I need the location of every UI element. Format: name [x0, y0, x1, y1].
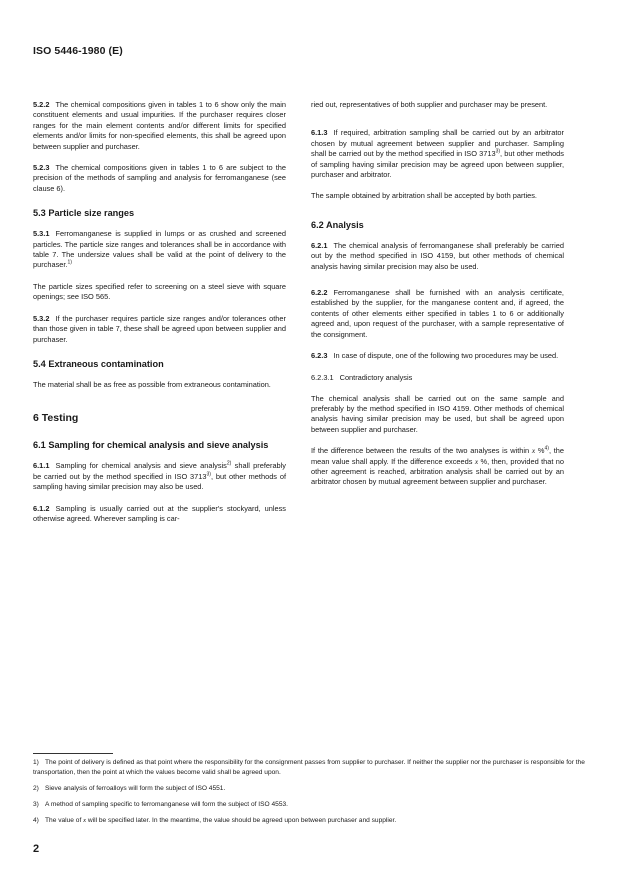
paragraph-6-1-2 [33, 504, 286, 525]
left-column [33, 100, 286, 535]
paragraph-5-2-2 [33, 100, 286, 152]
footnote-ref: 4) [544, 445, 549, 452]
heading-6: 6 Testing [33, 412, 79, 425]
paragraph-text: The chemical analysis of ferromanganese shall preferably be carried out by the method specified in ISO 4159, but other methods of chemical analysis having similar precision may also be used. [311, 240, 564, 271]
footnote-mark: 1) [33, 759, 39, 766]
heading-6-1: 6.1 Sampling for chemical analysis and sieve analysis [33, 440, 269, 451]
paragraph-6-2-3-1-b [311, 446, 564, 488]
clause-number: 6.1.2 [33, 503, 50, 513]
paragraph-text: If the difference between the results of the two analyses is within [311, 446, 532, 456]
footnote-ref: 3) [206, 471, 211, 478]
paragraph-5-4: The material shall be as free as possible from extraneous contamination. [33, 379, 271, 389]
clause-number: 6.2.2 [311, 288, 328, 298]
paragraph-6-1-1 [33, 461, 286, 492]
footnote-4 [33, 816, 589, 826]
paragraph-5-3-1 [33, 229, 286, 271]
paragraph-text: , but other methods of sampling having similar precision may be agreed upon between supplier, purchaser and arbitrator. [311, 149, 564, 180]
footnote-ref: 2) [226, 460, 232, 467]
paragraph-5-3-1-b: The particle sizes specified refer to screening on a steel sieve with square openings; see ISO 565. [33, 281, 286, 302]
paragraph-text: Ferromanganese shall be furnished with an analysis certificate, established by the supplier, for the manganese content and, if agreed, the contents of other elements either specified in tables 1 to 6 or additionally agreed and, upon request of the purchaser, with a sample representative of the consignment. [311, 288, 564, 339]
footnote-3 [33, 800, 589, 810]
right-column [311, 100, 564, 499]
clause-number: 6.1.3 [311, 128, 328, 138]
page-number: 2 [33, 843, 40, 855]
paragraph-text: shall preferably be carried out by the method specified in ISO 3713 [33, 461, 287, 481]
footnote-1 [33, 758, 589, 778]
heading-6-2: 6.2 Analysis [311, 219, 364, 230]
paragraph-6-1-3-b: The sample obtained by arbitration shall be accepted by both parties. [311, 191, 537, 201]
paragraph-text: If required, arbitration sampling shall be carried out by an arbitrator chosen by mutual agreement between supplier and purchaser. Sampling shall be carried out by the method specified in ISO 3713 [311, 128, 564, 159]
paragraph-6-2-3 [311, 351, 564, 361]
variable-x: x [83, 817, 87, 824]
paragraph-text: Ferromanganese is supplied in lumps or as crushed and screened particles. The particle size ranges and tolerances shall be in accordance with table 7. The undersize values shall be valid at the point of delivery to the purchaser. [33, 229, 286, 270]
footnote-2 [33, 784, 589, 794]
variable-x: x [474, 456, 479, 466]
paragraph-text: If the purchaser requires particle size ranges and/or tolerances other than those given in table 7, these shall be agreed upon between supplier and purchaser. [33, 313, 286, 344]
footnote-mark: 3) [33, 801, 39, 808]
heading-6-2-3-1 [311, 373, 564, 382]
clause-title: Contradictory analysis [339, 372, 413, 382]
paragraph-text: Sampling for chemical analysis and sieve analysis [55, 461, 227, 471]
clause-number: 6.2.1 [311, 240, 328, 250]
paragraph-6-2-1 [311, 241, 564, 272]
footnote-text: The point of delivery is defined as that point where the responsibility for the consignment passes from supplier to purchaser. If neither the supplier nor the purchaser is responsible for the transportation, then the point at which the values become valid shall be agreed upon. [33, 759, 585, 776]
paragraph-text: The chemical compositions given in tables 1 to 6 show only the main constituent elements and usual impurities. If the purchaser requires closer ranges for the main element contents and/or different limits for specified elements and/or limits for non-specified elements, this shall be agreed upon between supplier and purchaser. [33, 100, 286, 151]
variable-x: x [531, 446, 536, 456]
footnote-mark: 4) [33, 817, 39, 824]
footnote-text: A method of sampling specific to ferromanganese will form the subject of ISO 4553. [45, 801, 288, 808]
footnote-rule [33, 753, 113, 754]
clause-number: 5.2.3 [33, 163, 50, 173]
footnote-text: The value of [45, 817, 84, 824]
percent-sign: % [535, 446, 545, 456]
heading-5-4: 5.4 Extraneous contamination [33, 358, 164, 369]
footnotes [33, 753, 589, 832]
paragraph-text: %, then, provided that no other agreement is reached, arbitration analysis shall be carried out by an arbitrator chosen by mutual agreement between supplier and purchaser. [311, 456, 565, 487]
paragraph-6-1-2-continued: ried out, representatives of both supplier and purchaser may be present. [311, 100, 548, 109]
clause-number: 6.2.3.1 [311, 372, 334, 382]
paragraph-5-2-3 [33, 163, 286, 194]
paragraph-6-1-3 [311, 128, 564, 180]
heading-5-3: 5.3 Particle size ranges [33, 208, 135, 219]
footnote-mark: 2) [33, 785, 39, 792]
footnote-ref: 1) [67, 260, 72, 266]
clause-number: 5.3.2 [33, 313, 50, 323]
clause-number: 6.1.1 [33, 461, 50, 471]
footnote-text: will be specified later. In the meantime, the value should be agreed upon between purchaser and supplier. [86, 817, 397, 824]
paragraph-text: The chemical compositions given in tables 1 to 6 are subject to the precision of the methods of sampling and analysis for ferromanganese (see clause 6). [33, 163, 286, 193]
footnote-ref: 3) [495, 148, 501, 155]
paragraph-text: , the mean value shall apply. If the difference exceeds [311, 446, 565, 466]
document-header: ISO 5446-1980 (E) [33, 45, 123, 57]
paragraph-5-3-2 [33, 314, 286, 345]
paragraph-text: Sampling is usually carried out at the supplier's stockyard, unless otherwise agreed. Wherever sampling is car- [33, 503, 286, 523]
clause-number: 5.3.1 [33, 229, 50, 239]
paragraph-6-2-2 [311, 288, 564, 340]
paragraph-text: In case of dispute, one of the following two procedures may be used. [333, 351, 559, 361]
clause-number: 5.2.2 [33, 100, 50, 109]
clause-number: 6.2.3 [311, 351, 328, 361]
paragraph-text: , but other methods of sampling having similar precision may also be used. [33, 471, 287, 492]
footnote-text: Sieve analysis of ferroalloys will form the subject of ISO 4551. [45, 785, 226, 792]
paragraph-6-2-3-1: The chemical analysis shall be carried out on the same sample and preferably by the method specified in ISO 4159. Other methods of chemical analysis having similar precision may be used, but shall be agreed upon between supplier and purchaser. [311, 393, 564, 434]
